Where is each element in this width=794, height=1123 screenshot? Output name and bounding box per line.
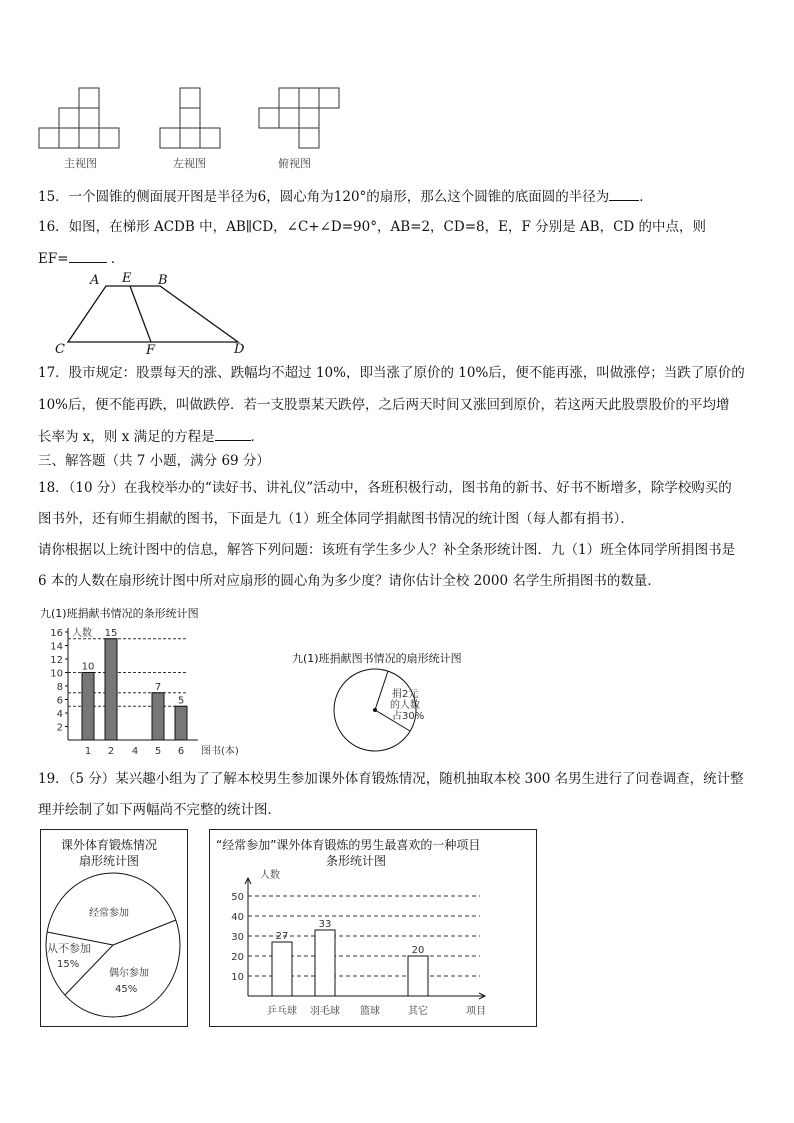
q19-pie-sometimes: 偶尔参加 [109, 968, 149, 979]
q19-pie-title-2: 扇形统计图 [79, 854, 140, 868]
q18-pie-label-1: 捐2元 [392, 689, 419, 700]
question-17-line3 [38, 426, 264, 447]
y-tick-label: 12 [50, 655, 63, 666]
x-tick-label: 2 [107, 746, 115, 757]
label-c: C [55, 342, 65, 357]
question-17-line2: 10%后，便不能再跌，叫做跌停．若一支股票某天跌停，之后两天时间又涨回到原价，若这两天此股票股价的平均增 [38, 397, 730, 413]
q19-bar-panel [209, 829, 537, 1027]
y-axis-label: 人数 [260, 870, 280, 881]
q18-pie-radius-1 [375, 671, 388, 710]
three-views-figure [38, 86, 348, 148]
y-tick-label: 20 [231, 952, 244, 963]
x-tick-label: 乒乓球 [267, 1006, 297, 1017]
top-view-label: 俯视图 [278, 157, 311, 170]
question-18-line3: 请你根据以上统计图中的信息，解答下列问题：该班有学生多少人？补全条形统计图．九（1）班全体同学所捐图书是 [38, 542, 736, 558]
bar [272, 942, 292, 996]
y-tick-label: 30 [231, 932, 244, 943]
question-16-line1: 16．如图，在梯形 ACDB 中，AB∥CD，∠C+∠D=90°，AB=2，CD=8，E，F 分别是 AB，CD 的中点，则 [38, 219, 707, 235]
bar [82, 673, 94, 741]
q17-end: ． [250, 429, 265, 445]
label-b: B [158, 273, 168, 288]
q19-pie-sometimes-pct: 45% [115, 984, 138, 995]
q19-pie-often: 经常参加 [89, 908, 129, 919]
q19-pie-never: 从不参加 [47, 942, 91, 955]
q19-pie-radius-2 [113, 920, 176, 945]
section-3-title: 三、解答题（共 7 小题，满分 69 分） [38, 453, 270, 469]
label-d: D [234, 342, 245, 357]
front-view-label: 主视图 [64, 157, 97, 170]
trapezoid-acdb [68, 286, 238, 342]
bar [408, 956, 428, 996]
x-tick-label: 羽毛球 [310, 1006, 340, 1017]
x-tick-label: 1 [84, 746, 92, 757]
left-view [160, 88, 220, 148]
bar-value-label: 27 [275, 931, 289, 942]
bar-value-label: 7 [154, 681, 162, 693]
y-tick-label: 40 [231, 912, 244, 923]
x-tick-label: 其它 [408, 1006, 428, 1017]
q18-pie-chart-title: 九(1)班捐献图书情况的扇形统计图 [292, 652, 462, 665]
x-tick-label: 篮球 [360, 1006, 380, 1017]
question-18-line4: 6 本的人数在扇形统计图中所对应扇形的圆心角为多少度？请你估计全校 2000 名学生所捐图书的数量． [38, 573, 661, 589]
question-18-line1: 18．（10 分）在我校举办的“读好书、讲礼仪”活动中，各班积极行动，图书角的新书、好书不断增多，除学校购买的 [38, 480, 732, 496]
q19-bar-title-1: “经常参加”课外体育锻炼的男生最喜欢的一种项目 [216, 838, 481, 852]
question-19-line2: 理并绘制了如下两幅尚不完整的统计图． [38, 802, 281, 818]
question-18-line2: 图书外，还有师生捐献的图书，下面是九（1）班全体同学捐献图书情况的统计图（每人都有捐书）． [38, 511, 634, 527]
x-tick-label: 4 [131, 746, 139, 757]
q19-pie-never-pct: 15% [57, 959, 80, 970]
y-tick-label: 4 [56, 709, 63, 720]
y-tick-label: 2 [56, 722, 63, 734]
bar-value-label: 33 [318, 919, 332, 930]
x-axis-label: 图书(本) [201, 746, 239, 757]
y-tick-label: 16 [50, 628, 63, 639]
y-tick-label: 6 [56, 695, 63, 707]
top-view [259, 88, 339, 148]
q16-end: ． [110, 251, 125, 267]
q15-text: 15．一个圆锥的侧面展开图是半径为6，圆心角为120°的扇形，那么这个圆锥的底面圆的半径为 [38, 189, 610, 205]
y-tick-label: 50 [231, 892, 244, 903]
q19-bar-title-2: 条形统计图 [326, 854, 387, 868]
bar [175, 706, 187, 740]
q18-pie-chart [330, 665, 425, 755]
x-axis-label: 项目 [466, 1006, 486, 1017]
q19-bar-chart [210, 866, 536, 1024]
question-19-line1: 19．（5 分）某兴趣小组为了了解本校男生参加课外体育锻炼情况，随机抽取本校 300 名男生进行了问卷调查，统计整 [38, 771, 744, 787]
q18-bar-chart [38, 622, 268, 757]
q15-blank [609, 186, 639, 201]
q17-line3-prefix: 长率为 x，则 x 满足的方程是 [38, 429, 215, 445]
bar-value-label: 5 [177, 695, 185, 707]
label-e: E [122, 271, 132, 286]
q19-pie-chart [45, 870, 185, 1020]
label-f: F [146, 343, 156, 358]
question-16-line2 [38, 248, 124, 269]
question-15 [38, 186, 653, 207]
x-tick-label: 5 [154, 746, 162, 757]
bar-value-label: 10 [81, 661, 95, 673]
bar-value-label: 15 [104, 627, 118, 639]
q18-pie-label-2: 的人数 [390, 700, 420, 711]
y-axis-label: 人数 [72, 628, 92, 639]
left-view-label: 左视图 [173, 157, 206, 170]
bar-value-label: 20 [411, 945, 425, 956]
label-a: A [90, 273, 100, 288]
front-view [39, 88, 119, 148]
q18-bar-chart-title: 九(1)班捐献书情况的条形统计图 [40, 607, 199, 620]
q18-pie-label-3: 占30% [392, 711, 425, 722]
question-17-line1: 17．股市规定：股票每天的涨、跌幅均不超过 10%，即当涨了原价的 10%后，便不能再涨，叫做涨停；当跌了原价的 [38, 365, 745, 381]
q19-pie-title-1: 课外体育锻炼情况 [61, 838, 158, 852]
y-tick-label: 10 [50, 668, 63, 680]
trapezoid-figure [50, 270, 250, 358]
x-tick-label: 6 [177, 746, 185, 757]
bar [315, 930, 335, 996]
q19-pie-panel [40, 829, 188, 1027]
q15-end: ． [639, 189, 653, 205]
y-tick-label: 14 [50, 641, 63, 653]
y-tick-label: 10 [231, 972, 244, 983]
q17-blank [215, 426, 251, 441]
q16-ef-prefix: EF= [38, 251, 69, 267]
bar [152, 693, 164, 740]
q18-pie-center [373, 708, 377, 712]
q16-blank [69, 248, 107, 263]
y-tick-label: 8 [56, 682, 63, 693]
segment-ef [130, 286, 151, 342]
bar [105, 639, 117, 740]
